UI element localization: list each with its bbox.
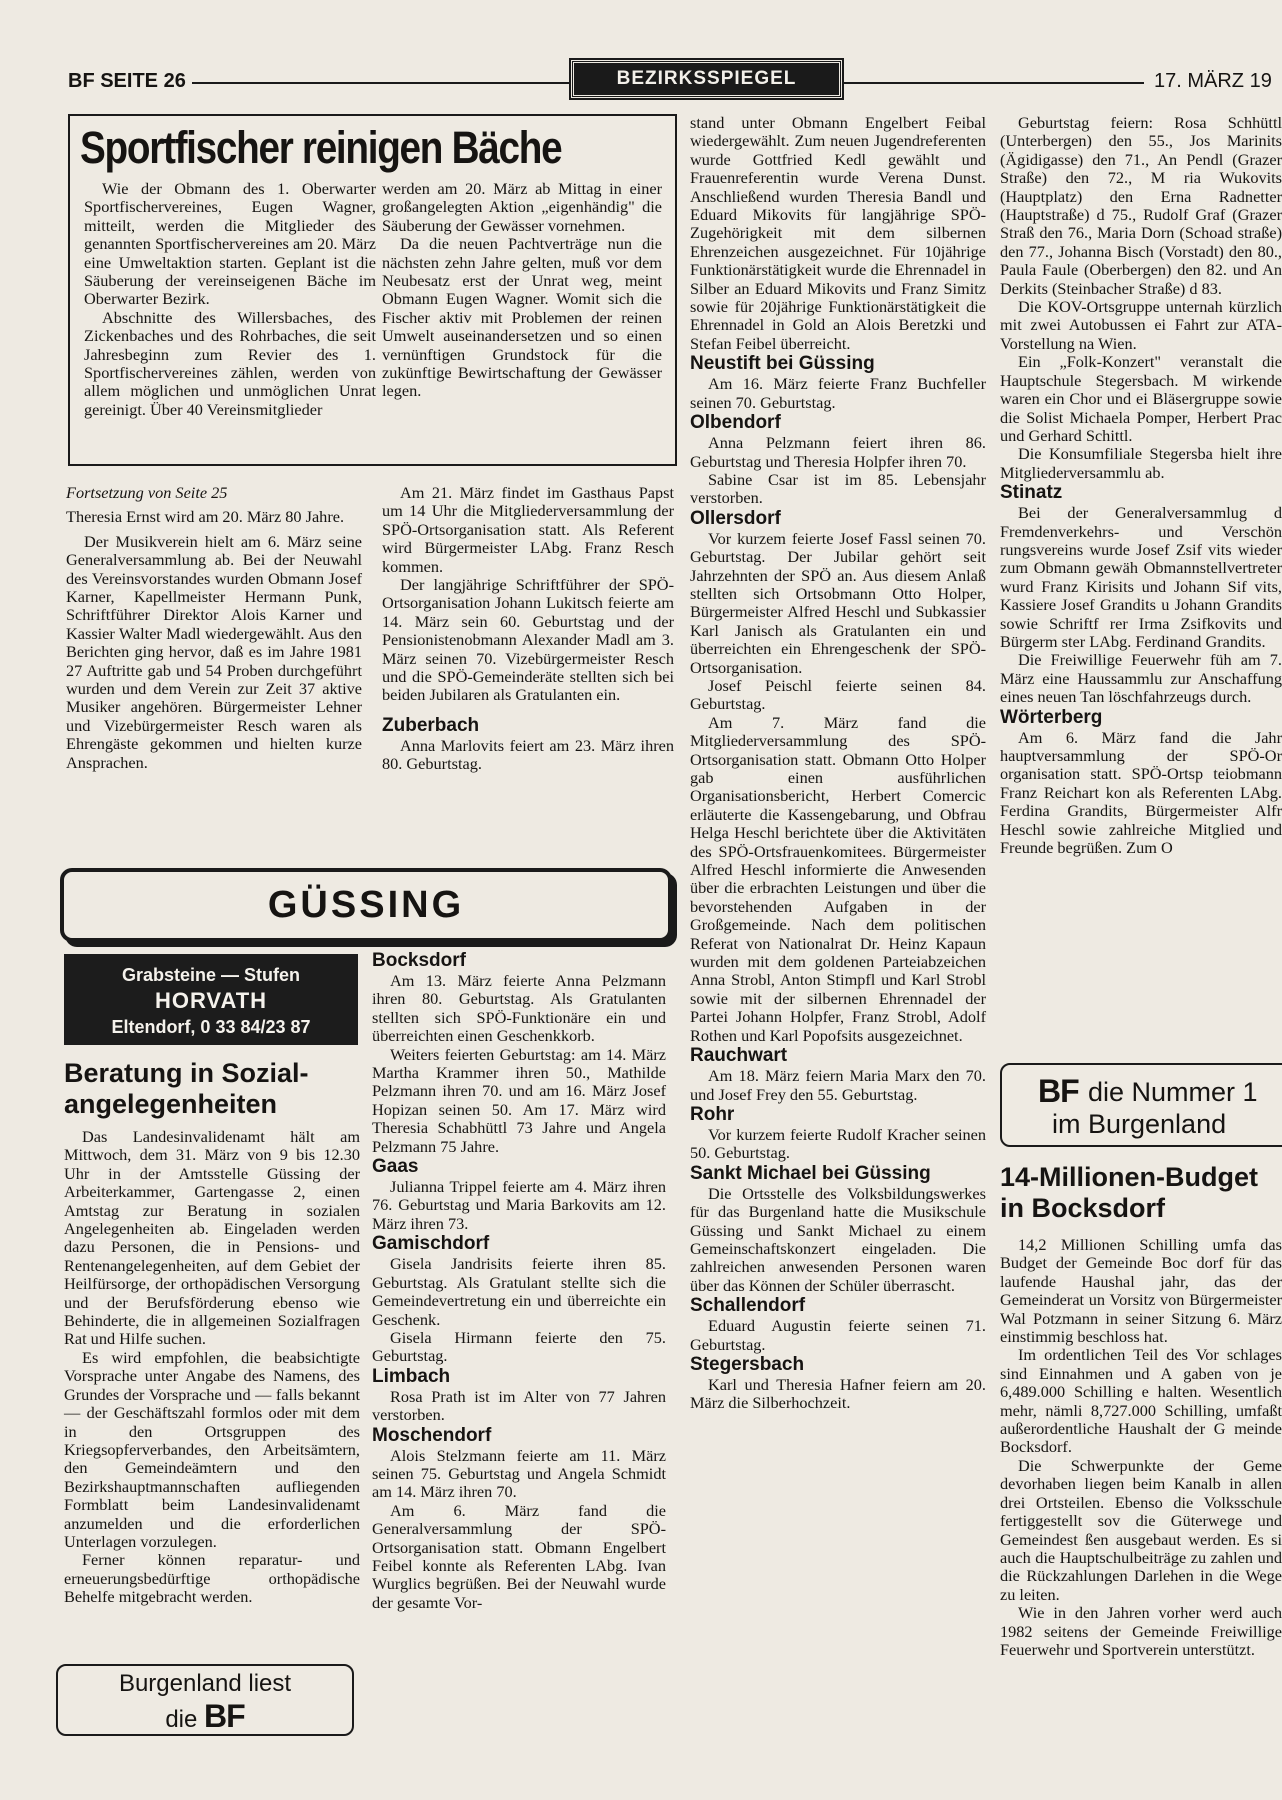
article-paragraph: Der Musikverein hielt am 6. März seine Generalversammlung ab. Bei der Neuwahl des Vereinsvorstandes wurden Obmann Josef Karner, Kapellmeister Hermann Punk, Schriftführer Direktor Alois Karner und Kassier Walter Madl wiedergewählt. Aus den Berichten ging hervor, daß es im Jahre 1981 27 Auftritte gab und 54 Proben durchgeführt wurden und dem Verein zur Zeit 37 aktive Musiker angehören. Bürgermeister Lehner und Vizebürgermeister Resch waren als Ehrengäste gekommen und hielten kurze Ansprachen. [66, 531, 362, 772]
headline-line: in Bocksdorf [1000, 1193, 1166, 1223]
bf-advertisement-left [56, 1664, 354, 1736]
article-paragraph: Weiters feierten Geburtstag: am 14. März Martha Krammer ihren 50., Mathilde Pelzmann ihren 70. und am 16. März Josef Hopizan seinen 50. Am 17. März wird Theresia Schabhüttl 73 Jahre und Angela Pelzmann 75 Jahre. [372, 1044, 666, 1156]
article-paragraph: Bei der Generalversammlug d Fremdenverkehrs- und Verschön rungsvereins wurde Josef Zsif vits wieder zum Obmann gewäh Obmannstellvertreter wurd Franz Kirisits und Johann Sif vits, Kassiere Josef Grandits u Johann Grandits sowie Schriftf rer Irma Zsifkovits und Bürgerm ster LAbg. Ferdinand Grandits. [1000, 503, 1282, 651]
article-paragraph: Gisela Jandrisits feierte ihren 85. Geburtstag. Als Gratulant stellte sich die Gemeindevertretung ein und überreichte ein Geschenk. [372, 1254, 666, 1329]
article-paragraph: Es wird empfohlen, die beabsichtigte Vorsprache unter Angabe des Namens, des Grundes der Vorsprache und — falls bekannt — der Geschäftszahl formlos oder mit dem in den Ortsgruppen des Kriegsopferverbandes, den Arbeitsämtern, den Gemeindeämtern und den Bezirkshauptmannschaften aufliegenden Formblatt beim Landesinvalidenamt anzumelden und die erforderlichen Unterlagen vorzulegen. [64, 1347, 360, 1551]
beratung-body [64, 1128, 360, 1607]
bf-logo: BF [204, 1698, 245, 1734]
article-paragraph: Die Konsumfiliale Stegersba hielt ihre Mitgliederversammlu ab. [1000, 444, 1282, 482]
article-paragraph: Ferner können reparatur- und erneuerungsbedürftige orthopädische Behelfe mitgebracht werden. [64, 1550, 360, 1607]
article-paragraph: Josef Peischl feierte seinen 84. Geburtstag. [690, 675, 986, 714]
article-paragraph: Am 7. März fand die Mitgliederversammlung des SPÖ-Ortsorganisation statt. Obmann Otto Holper gab einen ausführlichen Organisationsbericht, Herbert Comercic erläuterte die Kassengebarung, und Obfrau Helga Heschl berichtete über die Aktivitäten des SPÖ-Ortsfrauenkomitees. Bürgermeister Alfred Heschl informierte die Anwesenden über die erbrachten Leistungen und über die bevorstehenden Aufgaben in der Großgemeinde. Nach dem politischen Referat von Nationalrat Dr. Heinz Kapaun wurden mit dem goldenen Parteiabzeichen Anna Strobl, Anton Stimpfl und Karl Strobl sowie mit der silbernen Ehrennadel der Partei Johann Holpfer, Franz Strobl, Adolf Rothen und Karl Popofsits ausgezeichnet. [690, 712, 986, 1045]
section-heading: Moschendorf [372, 1424, 492, 1446]
article-paragraph: Sabine Csar ist im 85. Lebensjahr verstorben. [690, 469, 986, 508]
header-rule-right [844, 82, 1144, 84]
article-paragraph: Vor kurzem feierte Rudolf Kracher seinen 50. Geburtstag. [690, 1124, 986, 1163]
section-heading: Neustift bei Güssing [690, 353, 875, 375]
bf-advertisement-right [1000, 1063, 1282, 1147]
column-3 [690, 114, 986, 1413]
ad-line: Grabsteine — Stufen [121, 965, 301, 985]
section-heading: Rauchwart [690, 1045, 788, 1067]
article-paragraph: Die KOV-Ortsgruppe unternah kürzlich mit zwei Autobussen ei Fahrt zur ATA-Vorstellung na Wien. [1000, 297, 1282, 353]
article-paragraph: Eduard Augustin feierte seinen 71. Geburtstag. [690, 1316, 986, 1354]
headline-line: angelegenheiten [64, 1089, 278, 1119]
beratung-headline [64, 1058, 364, 1120]
budget-headline [1000, 1162, 1282, 1224]
section-heading: Ollersdorf [690, 507, 781, 529]
ad-line: die [165, 1706, 198, 1733]
column-2-lower [372, 950, 666, 1612]
column-4 [1000, 114, 1282, 857]
page-number-label: BF SEITE 26 [68, 70, 186, 92]
article-paragraph: Theresia Ernst wird am 20. März 80 Jahre. [66, 507, 345, 527]
header-rule-left [192, 82, 570, 84]
article-paragraph: Das Landesinvalidenamt hält am Mittwoch, dem 31. März von 9 bis 12.30 Uhr in der Amtsstelle Güssing der Arbeiterkammer, Gartengasse 2, einen Amtstag zur Beratung in sozialen Angelegenheiten ab. Eingeladen werden dazu Personen, die in Pensions- und Rentenangelegenheiten, auf dem Gebiet der Heilfürsorge, der orthopädischen Versorgung und der Berufsförderung ebenso wie Behinderte, die in allgemeinen Sozialfragen Rat und Hilfe suchen. [64, 1127, 360, 1349]
section-heading: Zuberbach [382, 714, 480, 736]
ad-company-name: HORVATH [154, 988, 268, 1013]
ad-line: Burgenland liest [118, 1670, 292, 1697]
section-heading: Bocksdorf [372, 950, 466, 971]
article-paragraph: Die Freiwillige Feuerwehr füh am 7. März eine Haussammlu zur Anschaffung eines neuen Tan löschfahrzeugs durch. [1000, 650, 1282, 707]
article-paragraph: Anna Marlovits feiert am 23. März ihren 80. Geburtstag. [382, 735, 674, 774]
article-paragraph: Da die neuen Pachtverträge nun die nächsten zehn Jahre gelten, muß vor dem Neubesatz erst der Unrat weg, meint Obmann Eugen Wagner. Womit sich die Fischer aktiv mit Problemen der reinen Umwelt auseinandersetzen und so einen vernünftigen Grundstock für die zukünftige Bewirtschaftung der Gewässer legen. [382, 234, 662, 401]
article-paragraph: stand unter Obmann Engelbert Feibal wiedergewählt. Zum neuen Jugendreferenten wurde Gottfried Kedl gewählt und Frauenreferentin wurde Verena Dunst. Anschließend wurden Theresia Bandl und Eduard Mikovits für langjährige SPÖ-Zugehörigkeit mit dem silbernen Ehrenzeichen ausgezeichnet. Für 10jährige Funktionärstätigkeit wurde die Ehrennadel in Silber an Eduard Mikovits und Franz Simitz sowie für 20jährige Funktionärstätigkeit die Ehrennadel in Gold an Alois Beretzki und Stefan Feibel überreicht. [690, 113, 986, 353]
budget-body [1000, 1236, 1282, 1659]
article-paragraph: Geburtstag feiern: Rosa Schhüttl (Unterbergen) den 55., Jos Marinits (Ägidigasse) den 71., An Pendl (Grazer Straße) den 72., M ria Wukovits (Hauptplatz) den Erna Radnetter (Hauptstraße) d 75., Rudolf Graf (Grazer Straß den 76., Maria Dorn (Schoad straße) den 77., Johanna Bisch (Vorstadt) den 80., Paula Faule (Oberbergen) den 82. und An Derkits (Steinbacher Straße) d 83. [1000, 113, 1282, 298]
section-heading: Gamischdorf [372, 1233, 490, 1255]
article-paragraph: Am 16. März feierte Franz Buchfeller seinen 70. Geburtstag. [690, 374, 986, 412]
article-paragraph: Die Schwerpunkte der Geme devorhaben liegen beim Kanalb in allen drei Ortsteilen. Ebenso die Volksschule fertiggestellt sov die Güterwege und Gemeindest ßen ausgebaut werden. Es si auch die Hauptschulbeiträge zu zahlen und die Rückzahlungen Darlehen in die Wege zu leiten. [1000, 1455, 1282, 1604]
ad-line: die Nummer 1 [1088, 1077, 1258, 1107]
article-paragraph: Abschnitte des Willersbaches, des Zickenbaches und des Rohrbaches, die seit Jahresbeginn zum Revier des 1. Sportfischervereines zählen, werden von allem möglichen und unmöglichen Unrat gereinigt. Über 40 Vereinsmitglieder [84, 307, 376, 419]
article-paragraph: Vor kurzem feierte Josef Fassl seinen 70. Geburtstag. Der Jubilar gehört seit Jahrzehnten der SPÖ an. Aus diesem Anlaß stellten sich Ortsobmann Otto Holper, Bürgermeister Alfred Heschl und Subkassier Karl Janisch als Gratulanten ein und überreichten ein Ehrengeschenk der SPÖ-Ortsorganisation. [690, 528, 986, 677]
headline-line: Beratung in Sozial- [64, 1058, 309, 1088]
article-paragraph: Im ordentlichen Teil des Vor schlages sind Einnahmen und A gaben von je 6,489.000 Schilling e halten. Wesentlich mehr, nämli 8,727.000 Schilling, umfaßt außerordentliche Haushalt der G meinde Bocksdorf. [1000, 1345, 1282, 1457]
article-paragraph: Am 18. März feiern Maria Marx den 70. und Josef Frey den 55. Geburtstag. [690, 1066, 986, 1104]
section-heading: Stinatz [1000, 482, 1063, 504]
article-paragraph: Am 13. März feierte Anna Pelzmann ihren 80. Geburtstag. Als Gratulanten stellten sich SPÖ-Funktionäre ein und überreichten einen Geschenkkorb. [372, 971, 666, 1046]
section-heading: Schallendorf [690, 1295, 806, 1317]
section-heading: Sankt Michael bei Güssing [690, 1162, 931, 1184]
article-paragraph: Wie der Obmann des 1. Oberwarter Sportfischervereines, Eugen Wagner, mitteilt, werden die Mitglieder des genannten Sportfischervereines am 20. März eine Umweltaktion starten. Geplant ist die Säuberung der vereinseigenen Bäche im Oberwarter Bezirk. [84, 179, 376, 309]
section-heading: Wörterberg [1000, 706, 1103, 728]
guessing-section-banner [60, 868, 672, 942]
fortsetzung-column-2 [382, 484, 674, 774]
section-heading: Rohr [690, 1103, 735, 1125]
bf-logo: BF [1038, 1073, 1079, 1109]
sportfischer-headline: Sportfischer reinigen Bäche [80, 122, 562, 173]
article-paragraph: 14,2 Millionen Schilling umfa das Budget der Gemeinde Boc dorf für das laufende Haushal jahr, das der Gemeinderat un Vorsitz von Bürgermeister Wal Potzmann in seiner Sitzung 6. März einstimmig beschloss hat. [1000, 1235, 1282, 1347]
article-paragraph: Anna Pelzmann feiert ihren 86. Geburtstag und Theresia Holpfer ihren 70. [690, 433, 986, 471]
article-paragraph: Gisela Hirmann feierte den 75. Geburtstag. [372, 1327, 666, 1366]
ad-contact: Eltendorf, 0 33 84/23 87 [111, 1017, 311, 1037]
article-paragraph: Karl und Theresia Hafner feiern am 20. März die Silberhochzeit. [690, 1374, 986, 1413]
section-heading: Olbendorf [690, 412, 781, 434]
article-paragraph: werden am 20. März ab Mittag in einer großangelegten Aktion „eigenhändig" die Säuberung der Gewässer vornehmen. [382, 179, 662, 235]
article-paragraph: Am 21. März findet im Gasthaus Papst um 14 Uhr die Mitgliederversammlung der SPÖ-Ortsorganisation statt. Als Referent wird Bürgermeister LAbg. Franz Resch kommen. [382, 483, 674, 576]
continuation-label: Fortsetzung von Seite 25 [66, 483, 228, 502]
issue-date: 17. MÄRZ 19 [1154, 70, 1272, 92]
fortsetzung-column-1 [66, 484, 362, 772]
sportfischer-column-1 [84, 180, 376, 419]
article-paragraph: Am 6. März fand die Jahr hauptversammlung der SPÖ-Or organisation statt. SPÖ-Ortsp teiobmann Franz Reichart kon als Referenten LAbg. Ferdina Grandits, Bürgermeister Alfr Heschl sowie zahlreiche Mitglied und Freunde begrüßen. Zum O [1000, 727, 1282, 858]
article-paragraph: Alois Stelzmann feierte am 11. März seinen 75. Geburtstag und Angela Schmidt am 14. März ihren 70. [372, 1445, 666, 1502]
section-heading: Limbach [372, 1365, 451, 1387]
article-paragraph: Wie in den Jahren vorher werd auch 1982 seitens der Gemeinde Freiwillige Feuerwehr und Sportverein unterstützt. [1000, 1603, 1282, 1659]
article-paragraph: Der langjährige Schriftführer der SPÖ-Ortsorganisation Johann Lukitsch feierte am 14. März sein 60. Geburtstag und der Pensionistenobmann Alexander Madl am 3. März seinen 70. Vizebürgermeister Resch und die SPÖ-Gemeinderäte stellten sich bei beiden Jubilaren als Gratulanten ein. [382, 575, 674, 705]
section-heading: Gaas [372, 1156, 419, 1178]
section-heading: Stegersbach [690, 1353, 805, 1375]
section-badge: BEZIRKSSPIEGEL [571, 60, 842, 98]
article-paragraph: Ein „Folk-Konzert" veranstalt die Hauptschule Stegersbach. M wirkende waren ein Chor und ei Bläsergruppe sowie die Solist Michaela Pomper, Herbert Prac und Gerhard Schittl. [1000, 352, 1282, 445]
headline-line: 14-Millionen-Budget [1000, 1162, 1258, 1192]
guessing-banner-text: GÜSSING [267, 883, 465, 926]
article-paragraph: Rosa Prath ist im Alter von 77 Jahren verstorben. [372, 1386, 666, 1425]
article-paragraph: Julianna Trippel feierte am 4. März ihren 76. Geburtstag und Maria Barkovits am 12. März ihren 73. [372, 1177, 666, 1233]
article-paragraph: Die Ortsstelle des Volksbildungswerkes für das Burgenland hatte die Musikschule Güssing und Sankt Michael zu einem Gemeinschaftskonzert eingeladen. Die zahlreichen anwesenden Personen waren über das Können der Schüler überrascht. [690, 1183, 986, 1295]
horvath-advertisement [64, 954, 358, 1045]
article-paragraph: Am 6. März fand die Generalversammlung der SPÖ-Ortsorganisation statt. Obmann Engelbert Feibel konnte als Referenten LAbg. Ivan Wurglics begrüßen. Bei der Neuwahl wurde der gesamte Vor- [372, 1500, 666, 1612]
ad-line: im Burgenland [1052, 1109, 1227, 1139]
sportfischer-column-2 [382, 180, 662, 401]
